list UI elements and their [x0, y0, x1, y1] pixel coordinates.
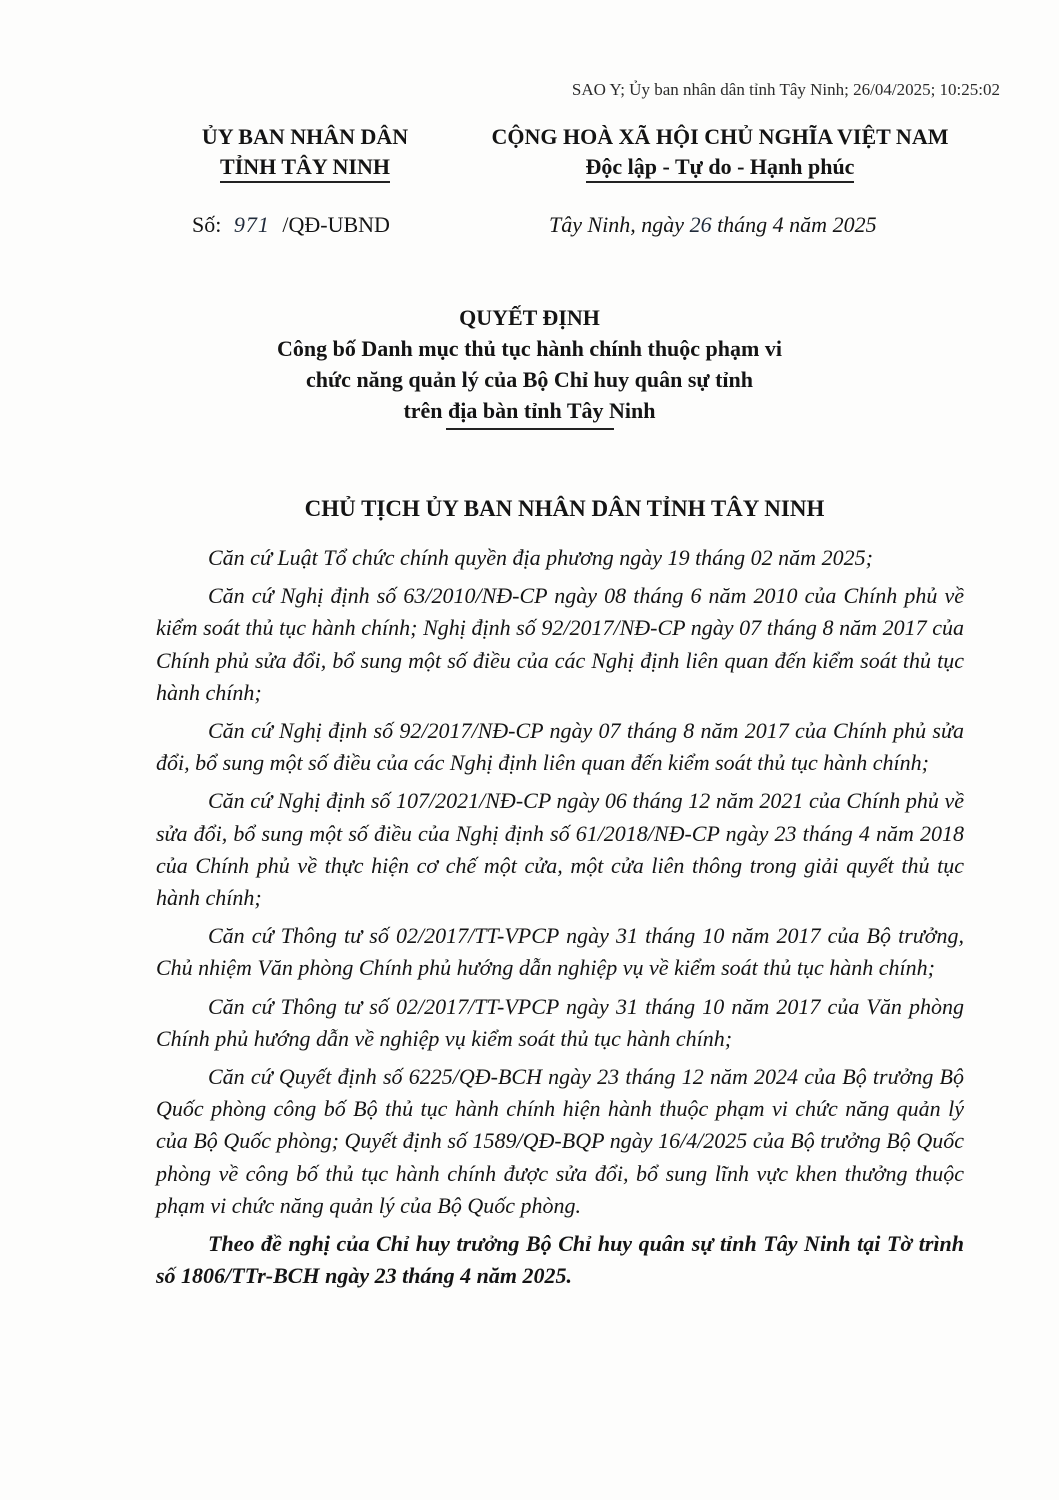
title-line3: chức năng quản lý của Bộ Chỉ huy quân sự tỉnh	[305, 367, 753, 392]
date-before: Tây Ninh, ngày	[549, 212, 690, 237]
paragraph: Căn cứ Nghị định số 63/2010/NĐ-CP ngày 08 tháng 6 năm 2010 của Chính phủ về kiểm soát thủ tục hành chính; Nghị định số 92/2017/NĐ-CP ngày 07 tháng 8 năm 2017 của Chính phủ sửa đổi, bổ sung một số điều của các Nghị định liên quan đến kiểm soát thủ tục hành chính;	[156, 583, 964, 705]
title-line2: Công bố Danh mục thủ tục hành chính thuộc phạm vi	[277, 336, 782, 361]
paragraph: Căn cứ Thông tư số 02/2017/TT-VPCP ngày 31 tháng 10 năm 2017 của Văn phòng Chính phủ hướng dẫn về nghiệp vụ kiểm soát thủ tục hành chính;	[156, 993, 964, 1051]
number-prefix: Số:	[192, 212, 222, 237]
nation-motto: Độc lập - Tự do - Hạnh phúc	[586, 155, 855, 183]
title-line4: trên địa bàn tỉnh Tây Ninh	[403, 398, 656, 423]
national-heading	[450, 122, 990, 183]
issue-date	[549, 212, 877, 238]
authority-heading: CHỦ TỊCH ỦY BAN NHÂN DÂN TỈNH TÂY NINH	[304, 496, 825, 521]
date-after: tháng 4 năm 2025	[711, 212, 877, 237]
copy-stamp: SAO Y; Ủy ban nhân dân tỉnh Tây Ninh; 26/04/2025; 10:25:02	[571, 80, 1000, 99]
org-name-line2: TỈNH TÂY NINH	[220, 155, 390, 183]
paragraph: Căn cứ Quyết định số 6225/QĐ-BCH ngày 23 tháng 12 năm 2024 của Bộ trưởng Bộ Quốc phòng công bố Bộ thủ tục hành chính hiện hành thuộc phạm vi chức năng quản lý của Bộ Quốc phòng; Quyết định số 1589/QĐ-BQP ngày 16/4/2025 của Bộ trưởng Bộ Quốc phòng về công bố thủ tục hành chính được sửa đổi, bổ sung lĩnh vực khen thưởng thuộc phạm vi chức năng quản lý của Bộ Quốc phòng.	[156, 1064, 964, 1218]
title-line1: QUYẾT ĐỊNH	[459, 305, 600, 330]
document-number	[192, 212, 390, 238]
handwritten-day: 26	[689, 212, 712, 237]
legal-basis	[156, 542, 964, 1298]
number-suffix: /QĐ-UBND	[282, 212, 390, 237]
paragraph: Căn cứ Nghị định số 107/2021/NĐ-CP ngày 06 tháng 12 năm 2021 của Chính phủ về sửa đổi, bổ sung một số điều của Nghị định số 61/2018/NĐ-CP ngày 23 tháng 4 năm 2018 của Chính phủ về thực hiện cơ chế một cửa, một cửa liên thông trong giải quyết thủ tục hành chính;	[156, 788, 964, 911]
title-divider	[446, 428, 614, 430]
paragraph: Căn cứ Nghị định số 92/2017/NĐ-CP ngày 07 tháng 8 năm 2017 của Chính phủ sửa đổi, bổ sung một số điều của các Nghị định liên quan đến kiểm soát thủ tục hành chính;	[156, 718, 964, 776]
decision-title	[0, 302, 1059, 430]
paragraph: Căn cứ Thông tư số 02/2017/TT-VPCP ngày 31 tháng 10 năm 2017 của Bộ trưởng, Chủ nhiệm Văn phòng Chính phủ hướng dẫn nghiệp vụ về kiểm soát thủ tục hành chính;	[156, 923, 964, 981]
issuing-organization	[150, 122, 460, 183]
org-name-line1: ỦY BAN NHÂN DÂN	[201, 124, 409, 149]
paragraph: Căn cứ Luật Tổ chức chính quyền địa phương ngày 19 tháng 02 năm 2025;	[208, 545, 873, 570]
paragraph-proposal: Theo đề nghị của Chỉ huy trưởng Bộ Chỉ huy quân sự tỉnh Tây Ninh tại Tờ trình số 1806/TTr-BCH ngày 23 tháng 4 năm 2025.	[156, 1231, 964, 1289]
handwritten-number: 971	[233, 212, 270, 237]
nation-name: CỘNG HOÀ XÃ HỘI CHỦ NGHĨA VIỆT NAM	[491, 124, 949, 149]
